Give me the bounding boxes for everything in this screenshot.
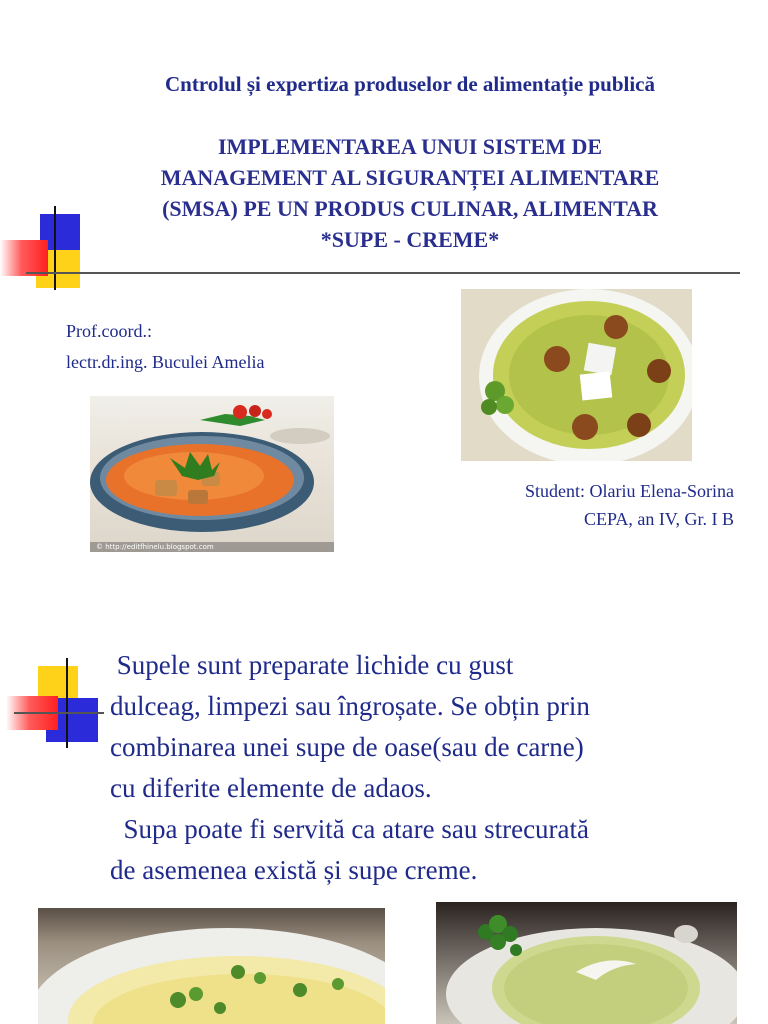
- coordinator-block: [66, 316, 386, 378]
- paragraph-line: combinarea unei supe de oase(sau de carne): [110, 732, 584, 762]
- cheese-broccoli-soup-image: [38, 908, 385, 1024]
- broccoli-soup-image: [461, 289, 692, 461]
- student-block: [420, 477, 734, 533]
- cream-broccoli-soup-image: [436, 902, 737, 1024]
- title-line: *SUPE - CREME*: [320, 227, 500, 252]
- coordinator-name: lectr.dr.ing. Buculei Amelia: [66, 352, 265, 372]
- student-name: Student: Olariu Elena-Sorina: [525, 481, 734, 501]
- image-caption: © http://editfhinelu.blogspot.com: [96, 543, 214, 551]
- coordinator-label: Prof.coord.:: [66, 321, 152, 341]
- title-line: IMPLEMENTAREA UNUI SISTEM DE: [217, 134, 603, 159]
- student-group: CEPA, an IV, Gr. I B: [583, 509, 734, 529]
- title-line: MANAGEMENT AL SIGURANȚEI ALIMENTARE: [160, 165, 660, 190]
- paragraph-line: Supa poate fi servită ca atare sau strecurată: [110, 814, 590, 844]
- slide-2: [0, 600, 768, 1024]
- presentation-title: [80, 131, 740, 255]
- tomato-soup-image: [90, 396, 334, 552]
- title-line: (SMSA) PE UN PRODUS CULINAR, ALIMENTAR: [162, 196, 658, 221]
- paragraph-line: cu diferite elemente de adaos.: [110, 773, 432, 803]
- paragraph-line: Supele sunt preparate lichide cu gust: [110, 650, 514, 680]
- course-subtitle: Cntrolul și expertiza produselor de alimentație publică: [164, 72, 655, 96]
- soup-description: [110, 645, 750, 891]
- paragraph-line: de asemenea există și supe creme.: [110, 855, 478, 885]
- paragraph-line: dulceag, limpezi sau îngroșate. Se obțin prin: [110, 691, 590, 721]
